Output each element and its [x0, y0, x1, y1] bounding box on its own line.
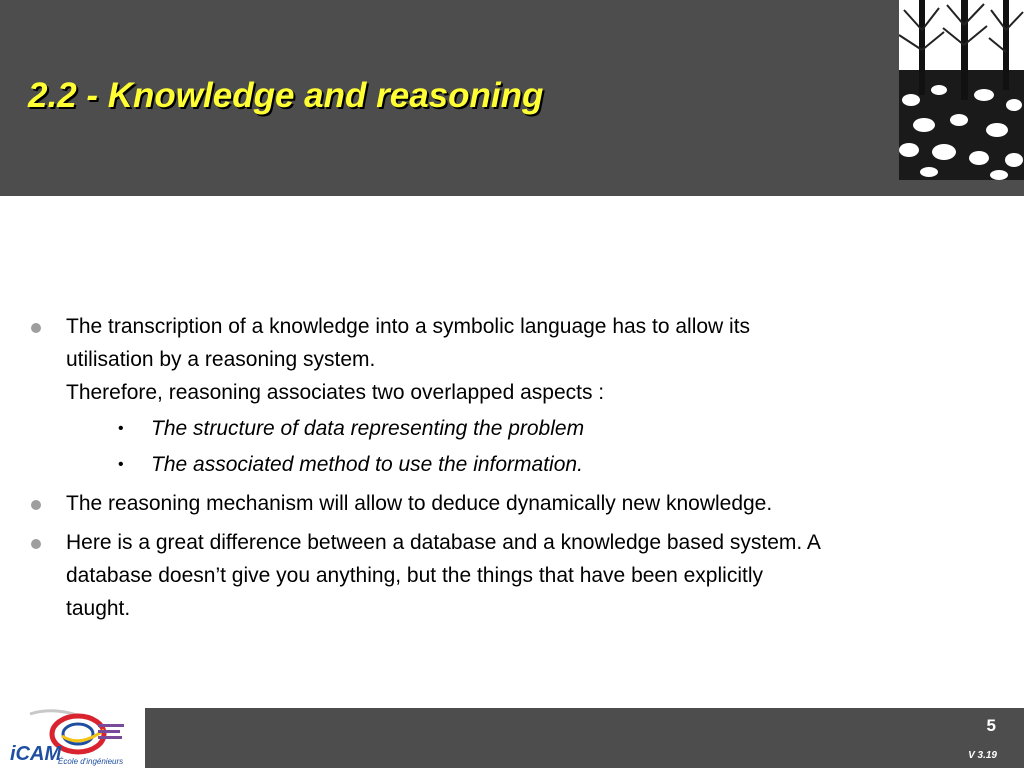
svg-text:École d'ingénieurs: École d'ingénieurs [58, 757, 124, 766]
bullet-dot-icon [31, 539, 41, 549]
list-item [28, 310, 998, 481]
sub-item-text: The associated method to use the information. [151, 453, 583, 476]
bullet-text-line: Here is a great difference between a database and a knowledge based system. A [66, 531, 821, 554]
bullet-text-line: utilisation by a reasoning system. [66, 348, 376, 371]
forest-woodcut-illustration [899, 0, 1024, 180]
sub-list-item [66, 413, 998, 445]
slide-footer [145, 708, 1024, 768]
page-number: 5 [986, 716, 996, 735]
bullet-dot-icon [31, 500, 41, 510]
sub-item-text: The structure of data representing the problem [151, 417, 585, 440]
icam-logo [0, 708, 145, 768]
sub-bullet-icon: • [118, 456, 124, 473]
bullet-text-line: database doesn’t give you anything, but the things that have been explicitly [66, 564, 763, 587]
sub-bullet-icon: • [118, 420, 124, 437]
bullet-dot-icon [31, 323, 41, 333]
slide-title: 2.2 - Knowledge and reasoning [28, 76, 544, 115]
list-item [28, 487, 998, 520]
slide-body [28, 310, 998, 631]
list-item [28, 526, 998, 625]
bullet-text-line: The transcription of a knowledge into a symbolic language has to allow its [66, 315, 751, 338]
sub-list-item [66, 449, 998, 481]
version-label: V 3.19 [968, 750, 997, 761]
slide-header [0, 0, 1024, 196]
bullet-text-line: The reasoning mechanism will allow to deduce dynamically new knowledge. [66, 492, 773, 515]
bullet-text-line: taught. [66, 597, 131, 620]
svg-text:iCAM: iCAM [10, 743, 62, 765]
bullet-text-line: Therefore, reasoning associates two overlapped aspects : [66, 381, 605, 404]
